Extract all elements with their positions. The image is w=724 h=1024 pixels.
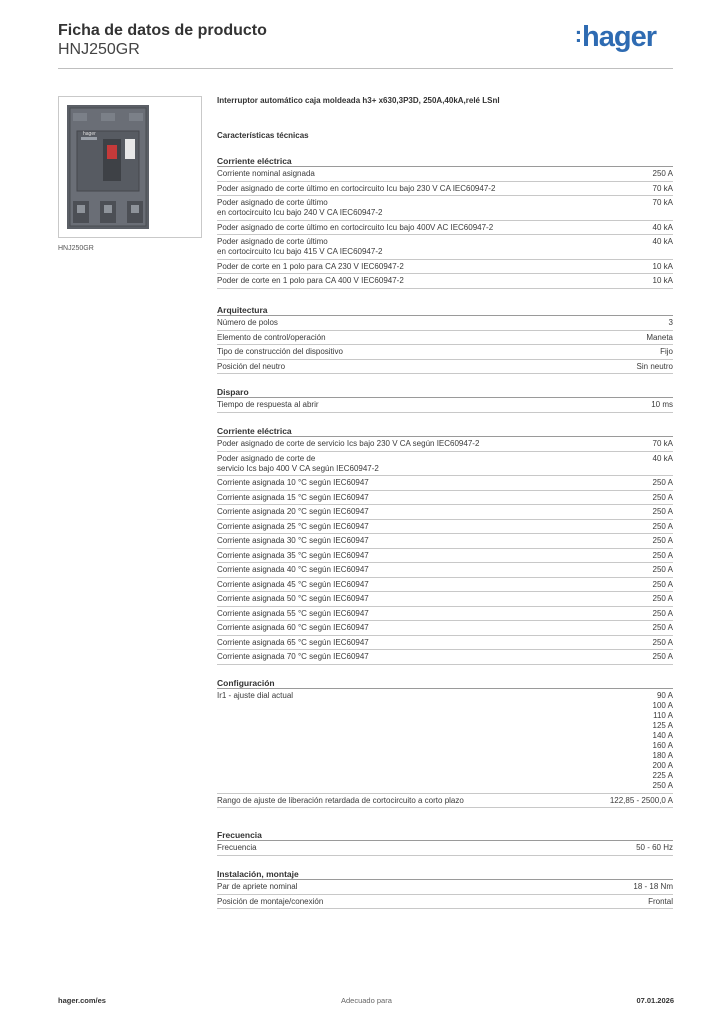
spec-label: Corriente asignada 55 °C según IEC60947 [217,608,369,618]
page-header [58,22,674,70]
spec-label: Poder asignado de corte último en cortocircuito Icu bajo 230 V CA IEC60947-2 [217,183,496,193]
section-electric-current-1 [217,155,673,289]
product-image-frame [58,96,202,238]
footer-suitable-for: Adecuado para [341,996,392,1005]
spec-row [217,274,673,289]
section-title: Corriente eléctrica [217,425,673,437]
spec-row [217,841,673,856]
spec-row [217,476,673,491]
section-installation [217,868,673,909]
spec-row [217,592,673,607]
spec-value: 250 A [652,536,673,545]
spec-value: Sin neutro [636,361,673,371]
spec-row [217,636,673,651]
spec-row [217,794,673,809]
section-title: Arquitectura [217,304,673,316]
section-title: Corriente eléctrica [217,155,673,167]
spec-value: 70 kA [652,183,673,193]
tech-characteristics-title: Características técnicas [217,131,309,140]
spec-row [217,345,673,360]
spec-row [217,331,673,346]
section-configuration [217,677,673,808]
spec-value: 250 A [652,579,673,589]
spec-value: Frontal [648,896,673,906]
spec-value: 250 A [652,550,673,560]
spec-label: Corriente asignada 65 °C según IEC60947 [217,637,369,647]
footer-website: hager.com/es [58,996,106,1005]
spec-value: 70 kA [652,198,673,207]
spec-label: Corriente asignada 35 °C según IEC60947 [217,550,369,560]
section-title: Frecuencia [217,829,673,841]
spec-row [217,520,673,535]
spec-row [217,491,673,506]
image-caption: HNJ250GR [58,245,94,252]
spec-label: Corriente asignada 30 °C según IEC60947 [217,536,369,545]
spec-label: Corriente asignada 15 °C según IEC60947 [217,492,369,502]
spec-value-list: 90 A 100 A 110 A 125 A 140 A 160 A 180 A 200 A 225 A 250 A [652,691,673,790]
spec-label: Corriente nominal asignada [217,169,315,178]
spec-label: Ir1 - ajuste dial actual [217,691,294,700]
section-tripping [217,386,673,413]
spec-value: 122,85 - 2500,0 A [609,795,673,805]
section-electric-current-2 [217,425,673,665]
spec-label: Par de apriete nominal [217,882,298,891]
spec-row [217,398,673,413]
spec-label: Frecuencia [217,843,257,852]
spec-value: 250 A [652,594,673,603]
spec-label: Rango de ajuste de liberación retardada de cortocircuito a corto plazo [217,795,464,805]
spec-value: 250 A [652,507,673,516]
spec-row [217,167,673,182]
spec-label: Tiempo de respuesta al abrir [217,400,319,409]
section-title: Configuración [217,677,673,689]
spec-label: Corriente asignada 50 °C según IEC60947 [217,594,369,603]
spec-value: 250 A [652,623,673,632]
spec-row [217,505,673,520]
spec-row [217,437,673,452]
spec-label: Poder asignado de corte de servicio Ics bajo 230 V CA según IEC60947-2 [217,439,480,448]
spec-row [217,235,673,260]
section-title: Instalación, montaje [217,868,673,880]
spec-value: 250 A [652,169,673,178]
spec-row [217,221,673,236]
spec-label: Poder asignado de corte de servicio Ics bajo 400 V CA según IEC60947-2 [217,453,379,473]
section-architecture [217,304,673,374]
spec-row [217,563,673,578]
spec-value: 50 - 60 Hz [636,843,673,852]
spec-label: Corriente asignada 25 °C según IEC60947 [217,521,369,531]
spec-row [217,895,673,910]
section-title: Disparo [217,386,673,398]
page-title: Ficha de datos de producto [58,22,267,39]
spec-value: Maneta [646,332,673,342]
product-description: Interruptor automático caja moldeada h3+ x630,3P3D, 250A,40kA,relé LSnI [217,96,500,105]
logo-text: hager [582,21,656,53]
spec-label: Corriente asignada 10 °C según IEC60947 [217,478,369,487]
hager-logo: :hager [574,21,656,53]
spec-row [217,578,673,593]
spec-label: Poder asignado de corte último en cortocircuito Icu bajo 415 V CA IEC60947-2 [217,237,383,256]
spec-value: 10 kA [652,276,673,285]
spec-value: 10 kA [652,261,673,271]
spec-label: Poder de corte en 1 polo para CA 400 V IEC60947-2 [217,276,404,285]
spec-label: Número de polos [217,318,278,327]
header-divider [58,68,673,69]
spec-label: Corriente asignada 40 °C según IEC60947 [217,565,369,574]
spec-label: Posición del neutro [217,361,286,371]
spec-value: 250 A [652,652,673,661]
spec-row [217,260,673,275]
spec-value: 250 A [652,608,673,618]
spec-row [217,621,673,636]
spec-value: 70 kA [652,439,673,448]
spec-label: Posición de montaje/conexión [217,896,324,906]
spec-value: 40 kA [652,453,673,463]
spec-label: Elemento de control/operación [217,332,326,342]
spec-label: Poder asignado de corte último en cortocircuito Icu bajo 240 V CA IEC60947-2 [217,198,383,217]
spec-value: 3 [668,318,673,327]
spec-value: 18 - 18 Nm [633,882,673,891]
spec-label: Poder asignado de corte último en cortocircuito Icu bajo 400V AC IEC60947-2 [217,222,494,232]
spec-value: 40 kA [652,222,673,232]
breaker-image [67,105,149,229]
spec-value: Fijo [660,347,673,356]
spec-row [217,549,673,564]
spec-row [217,196,673,221]
spec-value: 250 A [652,521,673,531]
product-code: HNJ250GR [58,41,140,58]
page-footer [58,996,674,1008]
spec-row [217,689,673,794]
spec-row [217,650,673,665]
spec-label: Poder de corte en 1 polo para CA 230 V IEC60947-2 [217,261,404,271]
spec-value: 40 kA [652,237,673,246]
spec-row [217,452,673,477]
spec-value: 250 A [652,478,673,487]
spec-label: Tipo de construcción del dispositivo [217,347,343,356]
spec-value: 250 A [652,637,673,647]
spec-label: Corriente asignada 70 °C según IEC60947 [217,652,369,661]
spec-row [217,607,673,622]
section-frequency [217,829,673,856]
spec-label: Corriente asignada 20 °C según IEC60947 [217,507,369,516]
spec-label: Corriente asignada 45 °C según IEC60947 [217,579,369,589]
spec-row [217,360,673,375]
spec-row [217,316,673,331]
breaker-brand: hager [83,131,96,137]
spec-value: 10 ms [651,400,673,409]
spec-label: Corriente asignada 60 °C según IEC60947 [217,623,369,632]
spec-row [217,182,673,197]
spec-value: 250 A [652,492,673,502]
footer-date: 07.01.2026 [636,996,674,1005]
spec-row [217,880,673,895]
spec-value: 250 A [652,565,673,574]
spec-row [217,534,673,549]
